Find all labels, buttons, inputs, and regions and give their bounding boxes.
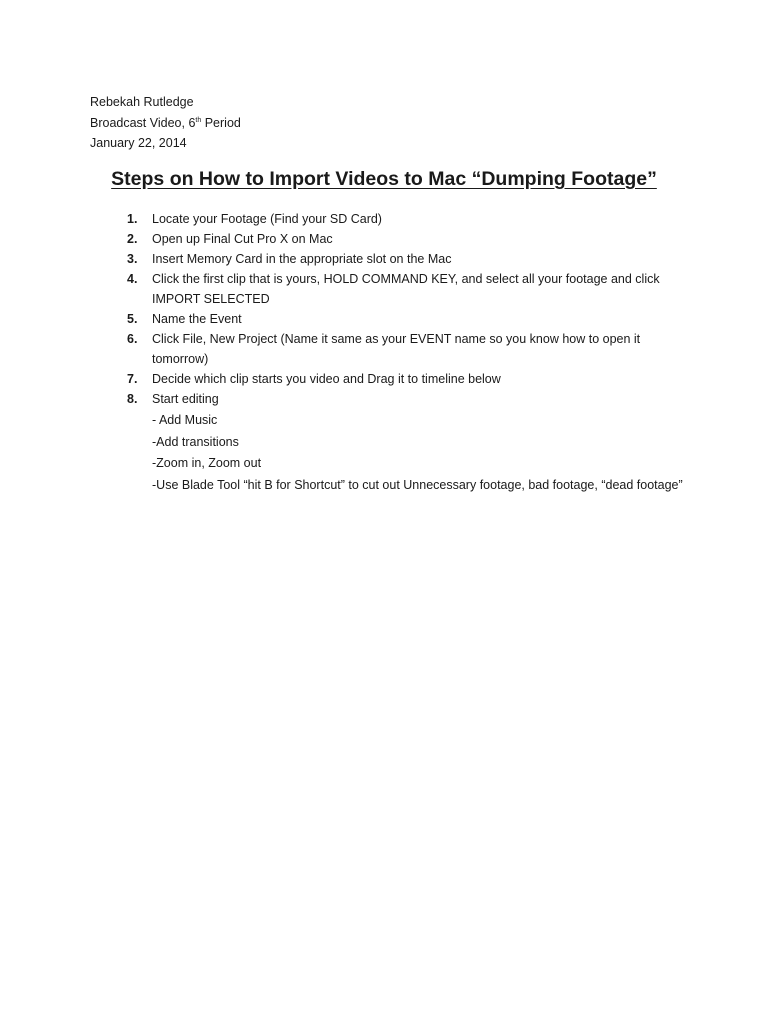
- step-item: [127, 369, 687, 389]
- editing-sub-list: [152, 409, 687, 496]
- document-date: January 22, 2014: [90, 136, 187, 150]
- sub-item: - Add Music: [152, 413, 218, 427]
- step-number: 4.: [127, 272, 138, 286]
- step-item: [127, 209, 687, 229]
- step-item: [127, 269, 687, 309]
- step-number: 2.: [127, 232, 138, 246]
- step-number: 6.: [127, 332, 138, 346]
- sub-item: -Zoom in, Zoom out: [152, 456, 262, 470]
- step-item: [127, 309, 687, 329]
- step-item: [127, 249, 687, 269]
- step-item: [127, 229, 687, 249]
- course-name: Broadcast Video, 6: [90, 115, 196, 130]
- sub-item: -Add transitions: [152, 434, 239, 449]
- step-text: Insert Memory Card in the appropriate slot on the Mac: [152, 252, 452, 266]
- author-name: Rebekah Rutledge: [90, 95, 194, 109]
- document-title: Steps on How to Import Videos to Mac “Dumping Footage”: [111, 168, 657, 190]
- step-text: Start editing: [152, 392, 219, 406]
- step-text: Open up Final Cut Pro X on Mac: [152, 232, 333, 246]
- period-label: Period: [201, 115, 241, 130]
- step-item: [127, 329, 687, 369]
- step-text: Locate your Footage (Find your SD Card): [152, 212, 382, 226]
- step-number: 1.: [127, 212, 138, 226]
- step-text: Decide which clip starts you video and Drag it to timeline below: [152, 372, 501, 386]
- ordinal-superscript: th: [195, 116, 202, 124]
- steps-list: [127, 209, 687, 496]
- step-number: 8.: [127, 392, 138, 406]
- step-item: [127, 389, 687, 496]
- step-text: Click the first clip that is yours, HOLD COMMAND KEY, and select all your footage and click IMPORT SELECTED: [152, 272, 660, 306]
- document-header: [90, 92, 241, 154]
- step-number: 5.: [127, 312, 138, 326]
- step-number: 7.: [127, 372, 138, 386]
- course-period: [90, 113, 241, 134]
- step-text: Click File, New Project (Name it same as your EVENT name so you know how to open it tomorrow): [152, 332, 641, 366]
- step-number: 3.: [127, 252, 138, 266]
- sub-item: -Use Blade Tool “hit B for Shortcut” to cut out Unnecessary footage, bad footage, “dead footage”: [152, 477, 683, 492]
- step-text: Name the Event: [152, 312, 242, 326]
